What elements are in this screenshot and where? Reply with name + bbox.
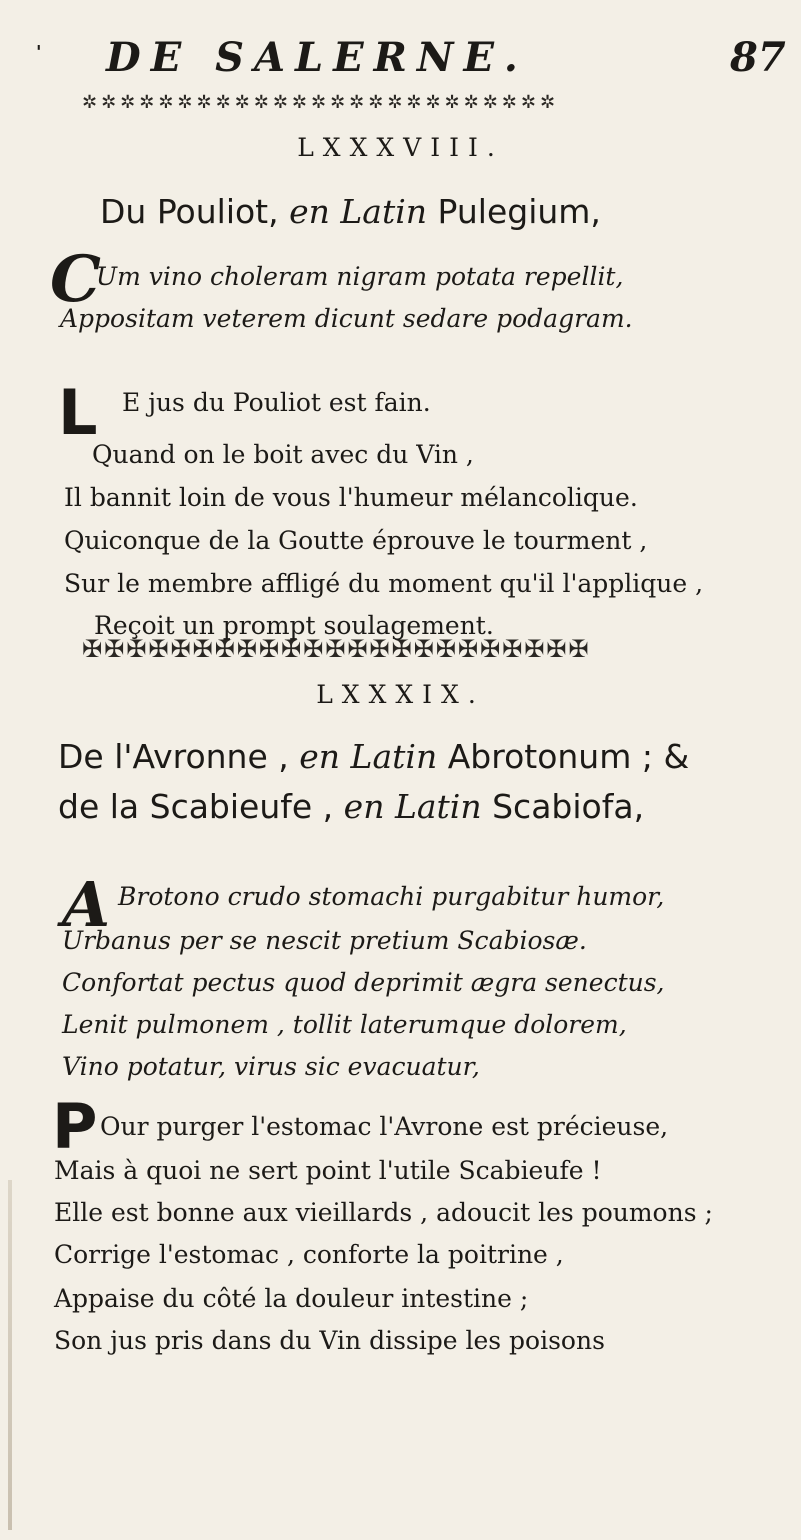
- header-mark: ': [36, 42, 52, 63]
- latin-verse-line: Brotono crudo stomachi purgabitur humor,: [118, 882, 665, 911]
- french-verse-line: Corrige l'estomac , conforte la poitrine ,: [54, 1240, 564, 1269]
- subtitle-en-latin: en Latin: [289, 192, 428, 231]
- subtitle-ampersand: &: [663, 737, 690, 776]
- latin-verse-line: Vino potatur, virus sic evacuatur,: [62, 1052, 480, 1081]
- subtitle-en-latin: en Latin: [343, 787, 482, 826]
- latin-verse-line: Urbanus per se nescit pretium Scabiosæ.: [62, 926, 587, 955]
- ornament-band-middle: ✠✠✠✠✠✠✠✠✠✠✠✠✠✠✠✠✠✠✠✠✠✠✠: [82, 635, 591, 663]
- french-verse-line: E jus du Pouliot est fain.: [122, 388, 431, 417]
- french-verse-line: Il bannit loin de vous l'humeur mélancolique.: [64, 483, 638, 512]
- drop-capital: C: [50, 242, 101, 317]
- french-verse-line: Son jus pris dans du Vin dissipe les poisons: [54, 1326, 605, 1355]
- section-subtitle-line2: [58, 787, 758, 826]
- french-verse-line: Elle est bonne aux vieillards , adoucit les poumons ;: [54, 1198, 713, 1227]
- section-numeral: LXXXIX.: [316, 680, 485, 709]
- page-number: 87: [730, 34, 786, 81]
- french-verse-line: Quiconque de la Goutte éprouve le tourment ,: [64, 526, 648, 555]
- running-title: DE SALERNE.: [106, 34, 528, 81]
- latin-verse-line: Confortat pectus quod deprimit ægra senectus,: [62, 968, 665, 997]
- latin-verse-line: Um vino choleram nigram potata repellit,: [96, 262, 624, 291]
- french-verse-line: Quand on le boit avec du Vin ,: [92, 440, 474, 469]
- french-verse-line: Our purger l'estomac l'Avrone est précieuse,: [100, 1112, 669, 1141]
- subtitle-french: de la Scabieufe ,: [58, 787, 334, 826]
- section-subtitle-line1: [58, 737, 758, 776]
- french-verse-line: Reçoit un prompt soulagement.: [94, 611, 494, 640]
- subtitle-latin-name: Abrotonum ;: [447, 737, 653, 776]
- ornament-band-top: ✲✲✲✲✲✲✲✲✲✲✲✲✲✲✲✲✲✲✲✲✲✲✲✲✲: [82, 92, 560, 113]
- french-verse-line: Sur le membre affligé du moment qu'il l'applique ,: [64, 569, 704, 598]
- subtitle-french: Du Pouliot,: [100, 192, 279, 231]
- subtitle-french: De l'Avronne ,: [58, 737, 289, 776]
- subtitle-latin-name: Pulegium,: [437, 192, 601, 231]
- latin-verse-line: Appositam veterem dicunt sedare podagram.: [60, 304, 633, 333]
- french-verse-line: Appaise du côté la douleur intestine ;: [54, 1284, 529, 1313]
- french-verse-line: Mais à quoi ne sert point l'utile Scabieufe !: [54, 1156, 602, 1185]
- drop-capital: P: [52, 1090, 98, 1163]
- latin-verse-line: Lenit pulmonem , tollit laterumque dolorem,: [62, 1010, 627, 1039]
- running-header: [0, 34, 801, 84]
- drop-capital: L: [58, 376, 98, 449]
- subtitle-latin-name: Scabiofa,: [492, 787, 645, 826]
- section-subtitle: [100, 192, 800, 231]
- section-numeral: LXXXVIII.: [297, 133, 504, 162]
- drop-capital: A: [62, 868, 111, 941]
- page-edge-shadow: [8, 1180, 12, 1530]
- subtitle-en-latin: en Latin: [299, 737, 438, 776]
